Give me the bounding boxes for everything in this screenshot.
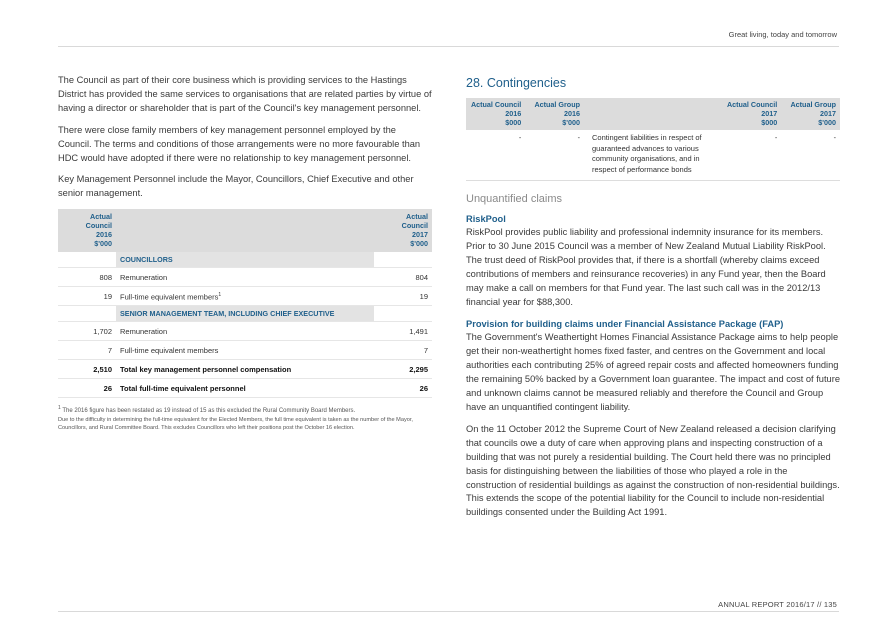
col-header-council-2016: Actual Council 2016 $'000 bbox=[58, 209, 116, 252]
supreme-court-paragraph: On the 11 October 2012 the Supreme Court of New Zealand released a decision clarifying that councils owe a duty of care when approving plans and inspecting construction of a building that was not purely a residential building. The Court held there was no principled basis for distinguishing between the liabilities of those who played a role in the construction of residential buildings as against the construction of non-residential buildings. This extends the scope of the potential liability for the Council to include non-residential buildings consented under the Building Act 1991. bbox=[466, 423, 840, 518]
senior-management-heading: SENIOR MANAGEMENT TEAM, INCLUDING CHIEF EXECUTIVE bbox=[116, 306, 374, 322]
col-header-council-2017: Actual Council 2017 $'000 bbox=[374, 209, 432, 252]
left-column bbox=[58, 74, 432, 433]
fap-paragraph: The Government's Weathertight Homes Financial Assistance Package aims to help people get their non-weathertight homes fixed faster, and centres on the Government and local authorities each contributing 25% of agreed repair costs and affected homeowners funding the remaining 50% backed by a Government loan guarantee. The impact and cost of future and unknown claims cannot be measured reliably and therefore the Council and Group have an unquantified contingent liability. bbox=[466, 332, 840, 412]
col-header-description bbox=[584, 98, 722, 130]
kmp-definition-paragraph: Key Management Personnel include the Mayor, Councillors, Chief Executive and other senior management. bbox=[58, 174, 414, 199]
right-column bbox=[466, 76, 840, 528]
key-management-table bbox=[58, 209, 432, 398]
table-row: 1,702 Remuneration 1,491 bbox=[58, 322, 432, 341]
contingencies-heading: 28. Contingencies bbox=[466, 76, 567, 90]
footnote-2: Due to the difficulty in determining the full-time equivalent for the Elected Members, the full time equivalent is taken as the number of the Mayor, Councillors, and Rural Committee Board. This excludes Councillors who left their positions post the October 16 election. bbox=[58, 416, 413, 432]
footnote-1: The 2016 figure has been restated as 19 instead of 15 as this excluded the Rural Community Board Members. bbox=[62, 408, 356, 415]
contingent-liability-description: Contingent liabilities in respect of guaranteed advances to various community organisations, and in respect of performance bonds bbox=[584, 130, 722, 181]
page-footer: ANNUAL REPORT 2016/17 // 135 bbox=[718, 600, 837, 609]
councillors-heading: COUNCILLORS bbox=[116, 252, 374, 268]
header-divider bbox=[58, 46, 839, 47]
footer-divider bbox=[58, 611, 839, 612]
riskpool-heading: RiskPool bbox=[466, 214, 506, 224]
senior-section-row bbox=[58, 306, 432, 322]
col-header-group-2016: Actual Group 2016 $'000 bbox=[525, 98, 584, 130]
header-tagline: Great living, today and tomorrow bbox=[728, 30, 837, 39]
contingencies-table bbox=[466, 98, 840, 181]
footnote-ref: 1 bbox=[218, 291, 222, 298]
col-header-council-2016: Actual Council 2016 $000 bbox=[466, 98, 525, 130]
related-parties-paragraph: The Council as part of their core business which is providing services to the Hastings District has provided the same services to organisations that are related parties by virtue of having a director or shareholder that is part of the Council's key management personnel. bbox=[58, 75, 432, 113]
table-row: - - Contingent liabilities in respect of guaranteed advances to various community organisations, and in respect of performance bonds - - bbox=[466, 130, 840, 181]
fap-heading: Provision for building claims under Financial Assistance Package (FAP) bbox=[466, 319, 784, 330]
family-members-paragraph: There were close family members of key management personnel employed by the Council. The terms and conditions of those arrangements were no more favourable than HDC would have adopted if there were no relationship to key management personnel. bbox=[58, 124, 421, 163]
total-compensation-row: 2,510 Total key management personnel compensation 2,295 bbox=[58, 360, 432, 379]
footnotes: $^1$ The 2016 figure has been restated as 19 instead of 15 as this excluded the Rural Community Board Members. Due to the difficulty in determining the full-time equivalent for the Elected Members, the full time equivalent is taken as the number of the Mayor, Councillors, and Rural Committee Board. This excludes Councillors who left their positions post the October 16 election. bbox=[58, 404, 432, 433]
col-header-group-2017: Actual Group 2017 $'000 bbox=[781, 98, 840, 130]
councillors-section-row bbox=[58, 252, 432, 268]
col-header-blank bbox=[116, 209, 374, 252]
col-header-council-2017: Actual Council 2017 $000 bbox=[722, 98, 781, 130]
riskpool-paragraph: RiskPool provides public liability and professional indemnity insurance for its members. Prior to 30 June 2015 Council was a member of New Zealand Mutual Liability RiskPool. The trust deed of RiskPool provides that, if there is a shortfall (whereby claims exceed contributions of members and reinsurance recoveries) in any Fund year, then the Board may make a call on members for that Fund year. The last such call was in the 2012/13 financial year for $88,300. bbox=[466, 227, 826, 307]
table-row: 7 Full-time equivalent members 7 bbox=[58, 341, 432, 360]
total-fte-row: 26 Total full-time equivalent personnel 26 bbox=[58, 379, 432, 398]
table-row: 808 Remuneration 804 bbox=[58, 268, 432, 287]
table-row: 19 Full-time equivalent members$^1$ 19 bbox=[58, 287, 432, 306]
unquantified-claims-heading: Unquantified claims bbox=[466, 193, 562, 205]
